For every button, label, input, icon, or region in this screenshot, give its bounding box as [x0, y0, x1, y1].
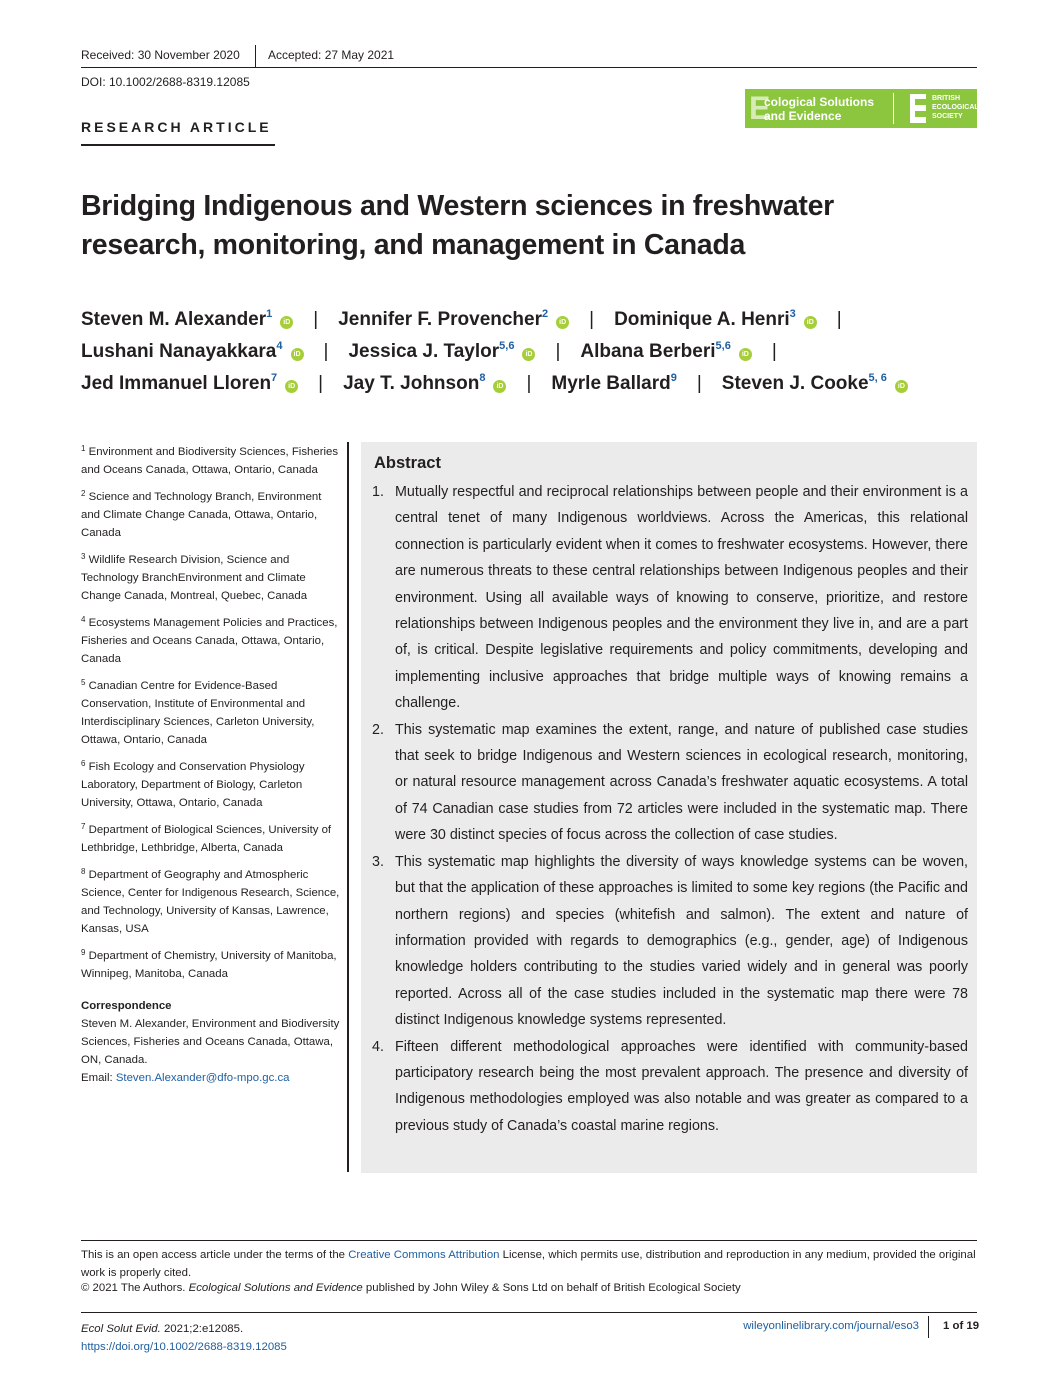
author-line-2	[81, 340, 797, 363]
abstract-heading: Abstract	[374, 454, 441, 472]
journal-logo-divider	[893, 93, 894, 124]
journal-logo-e-glyph: E	[749, 90, 771, 126]
orcid-icon[interactable]: iD	[739, 348, 752, 361]
author[interactable]: Jessica J. Taylor$^{5,6}$	[348, 340, 515, 362]
bes-logo-icon	[910, 94, 926, 123]
author[interactable]: Jay T. Johnson$^8$	[343, 372, 486, 394]
doi-link[interactable]: https://doi.org/10.1002/2688-8319.12085	[81, 1341, 287, 1353]
affiliation: $^4$ Ecosystems Management Policies and Practices, Fisheries and Oceans Canada, Ottawa, Ontario, Canada	[81, 615, 338, 665]
orcid-icon[interactable]: iD	[522, 348, 535, 361]
received-date: Received: 30 November 2020	[81, 48, 240, 62]
author[interactable]: Jed Immanuel Lloren$^7$	[81, 372, 278, 394]
author-line-3	[81, 372, 908, 395]
header-rule	[81, 67, 977, 68]
article-type-underline	[81, 144, 275, 146]
abstract-item: 4. Fifteen different methodological approaches were identified with community-based participatory research being the most prevalent approach. The presence and diversity of Indigenous methodologies employed was also notable and was greater as compared to a previous study of Canada’s coastal marine regions.	[372, 1038, 968, 1134]
author[interactable]: Lushani Nanayakkara$^4$	[81, 340, 283, 362]
affiliation: $^3$ Wildlife Research Division, Science and Technology BranchEnvironment and Climate Change Canada, Montreal, Quebec, Canada	[81, 552, 308, 602]
affiliation: $^7$ Department of Biological Sciences, University of Lethbridge, Lethbridge, Alberta, Canada	[81, 822, 332, 854]
affiliation: $^1$ Environment and Biodiversity Sciences, Fisheries and Oceans Canada, Ottawa, Ontario, Canada	[81, 444, 339, 476]
correspondence-email-link[interactable]: Steven.Alexander@dfo-mpo.gc.ca	[115, 1072, 290, 1084]
correspondence-email-line: Email: Steven.Alexander@dfo-mpo.gc.ca	[81, 1072, 290, 1084]
author-separator: |	[771, 341, 777, 362]
affiliation: $^8$ Department of Geography and Atmospheric Science, Center for Indigenous Research, Science, and Technology, University of Kansas, Lawrence, Kansas, USA	[81, 867, 340, 935]
affiliation: $^6$ Fish Ecology and Conservation Physiology Laboratory, Department of Biology, Carleton University, Ottawa, Ontario, Canada	[81, 759, 305, 809]
author-separator: |	[313, 309, 319, 330]
author[interactable]: Myrle Ballard$^9$	[551, 372, 677, 394]
column-divider	[347, 442, 349, 1172]
abstract-item: 2. This systematic map examines the extent, range, and nature of published case studies that seek to bridge Indigenous and Western sciences in ecological research, monitoring, or natural resource management across Canada’s freshwater aquatic ecosystems. A total of 74 Canadian case studies from 72 articles were included in the systematic map. There were 30 distinct species of focus across the collection of case studies.	[372, 721, 968, 844]
orcid-icon[interactable]: iD	[493, 380, 506, 393]
author[interactable]: Jennifer F. Provencher$^2$	[338, 308, 549, 330]
copyright-line: © 2021 The Authors. Ecological Solutions and Evidence published by John Wiley & Sons Ltd on behalf of British Ecological Society	[81, 1282, 741, 1294]
orcid-icon[interactable]: iD	[804, 316, 817, 329]
affiliation: $^5$ Canadian Centre for Evidence-Based Conservation, Institute of Environmental and Interdisciplinary Sciences, Carleton University, Ottawa, Ontario, Canada	[81, 678, 315, 746]
orcid-icon[interactable]: iD	[556, 316, 569, 329]
author[interactable]: Steven J. Cooke$^{5, 6}$	[721, 372, 887, 394]
journal-logo-name: cological Solutions and Evidence	[764, 95, 875, 123]
author-separator: |	[318, 373, 324, 394]
affiliations	[81, 440, 343, 1087]
accepted-date: Accepted: 27 May 2021	[268, 48, 395, 62]
footer-rule	[81, 1240, 977, 1241]
abstract-item: 1. Mutually respectful and reciprocal relationships between people and their environment is a central tenet of many Indigenous worldviews. Across the Americas, this relational connection is particularly evident when it comes to freshwater ecosystems. However, there are numerous threats to these central relationships between Indigenous peoples and their environment. Using all available ways of knowing to conserve, prioritize, and restore relationships between Indigenous peoples and the environment they live in, and are a part of, is critical. Despite legislative requirements and policy commitments, developing and implementing inclusive approaches that bridge multiple ways of knowing remains a challenge.	[372, 484, 968, 712]
author-line-1	[81, 308, 862, 331]
correspondence	[81, 997, 343, 1087]
article-title: Bridging Indigenous and Western sciences in freshwater research, monitoring, and management in Canada	[81, 190, 834, 261]
orcid-icon[interactable]: iD	[285, 380, 298, 393]
journal-site-link[interactable]: wileyonlinelibrary.com/journal/eso3	[743, 1320, 919, 1332]
affiliation: $^9$ Department of Chemistry, University of Manitoba, Winnipeg, Manitoba, Canada	[81, 948, 337, 980]
correspondence-body: Steven M. Alexander, Environment and Biodiversity Sciences, Fisheries and Oceans Canada, Ottawa, ON, Canada.	[81, 1018, 340, 1066]
author-separator: |	[589, 309, 595, 330]
author-separator: |	[555, 341, 561, 362]
footer-rule-2	[81, 1312, 977, 1313]
correspondence-heading: Correspondence	[81, 1000, 172, 1012]
author[interactable]: Albana Berberi$^{5,6}$	[580, 340, 731, 362]
author-separator: |	[696, 373, 702, 394]
orcid-icon[interactable]: iD	[280, 316, 293, 329]
affiliation: $^2$ Science and Technology Branch, Environment and Climate Change Canada, Ottawa, Ontario, Canada	[81, 489, 322, 539]
journal-logo[interactable]	[745, 89, 977, 128]
citation: Ecol Solut Evid. 2021;2:e12085. https://doi.org/10.1002/2688-8319.12085	[81, 1323, 287, 1353]
abstract-list	[372, 479, 968, 1139]
society-name: BRITISH ECOLOGICAL SOCIETY	[932, 95, 979, 120]
author-separator: |	[836, 309, 842, 330]
article-doi: DOI: 10.1002/2688-8319.12085	[81, 75, 250, 89]
license-link[interactable]: Creative Commons Attribution	[348, 1249, 500, 1261]
license-statement: This is an open access article under the terms of the Creative Commons Attribution License, which permits use, distribution and reproduction in any medium, provided the original work is properly cited.	[81, 1249, 976, 1279]
author-separator: |	[323, 341, 329, 362]
header-separator	[255, 45, 256, 67]
abstract-item: 3. This systematic map highlights the diversity of ways knowledge systems can be woven, but that the application of these approaches is limited to some key regions (the Pacific and northern regions) and species (whitefish and salmon). The extent and nature of information provided with regards to demographics (e.g., gender, age) of Indigenous knowledge holders contributing to the studies varied widely and in general was poorly reported. Across all of the case studies included in the systematic map there were 78 distinct Indigenous knowledge systems represented.	[372, 853, 968, 1029]
orcid-icon[interactable]: iD	[895, 380, 908, 393]
author[interactable]: Steven M. Alexander$^1$	[81, 308, 273, 330]
author-separator: |	[526, 373, 532, 394]
footer-separator	[928, 1316, 929, 1338]
author[interactable]: Dominique A. Henri$^3$	[614, 308, 796, 330]
orcid-icon[interactable]: iD	[291, 348, 304, 361]
page-count: 1 of 19	[943, 1320, 980, 1332]
article-type-label: RESEARCH ARTICLE	[81, 119, 272, 135]
